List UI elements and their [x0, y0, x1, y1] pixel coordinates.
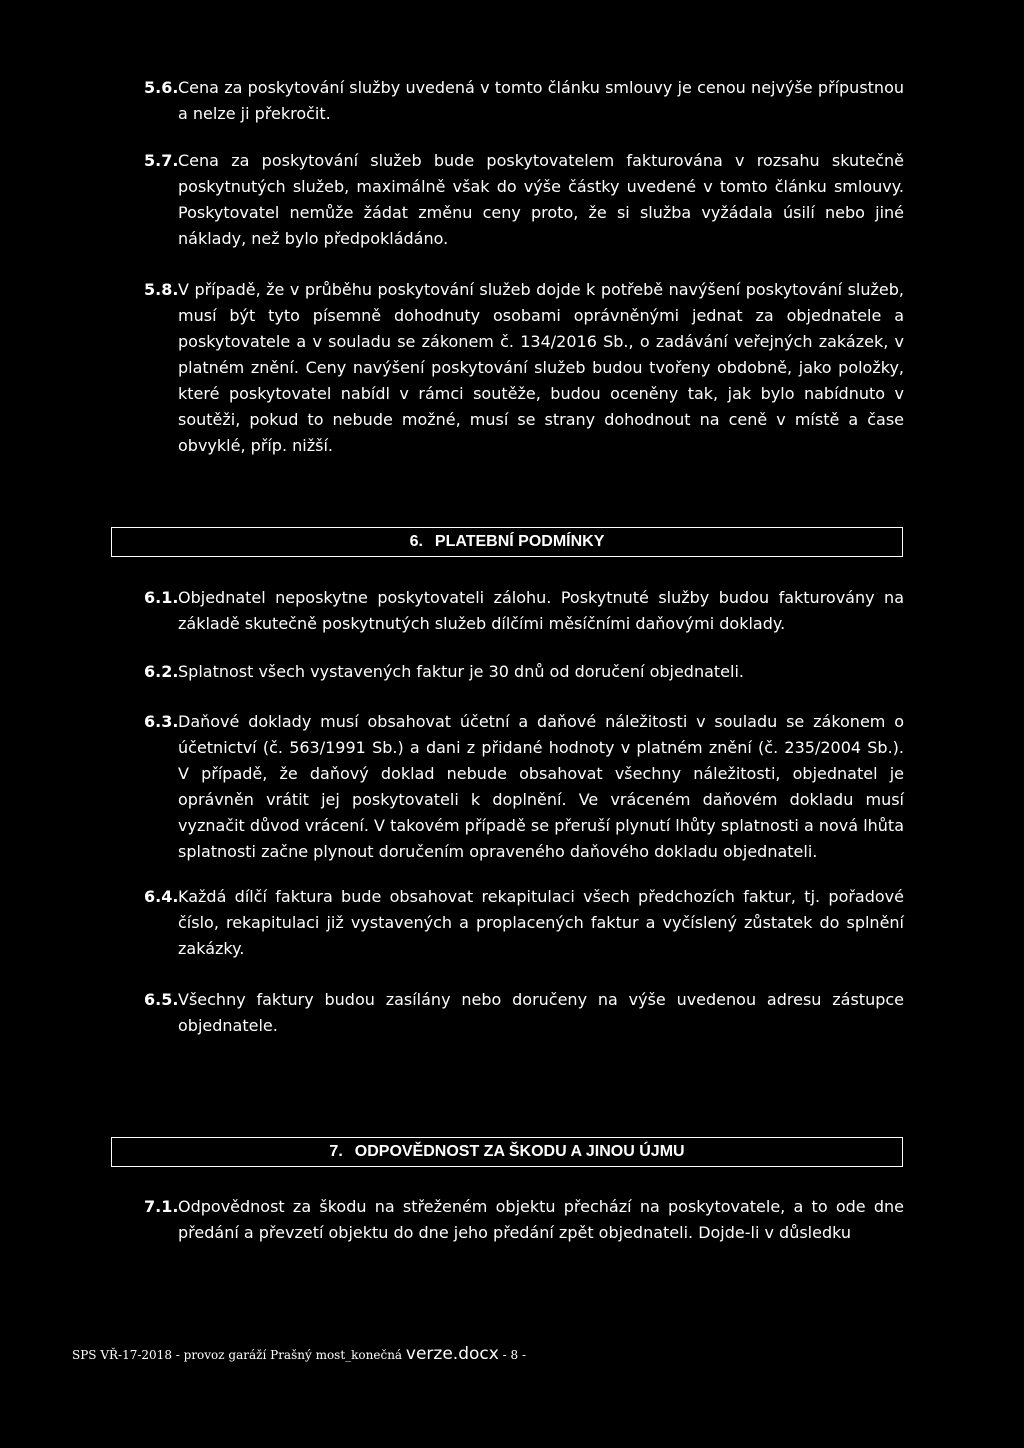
footer-extension: verze.docx [405, 1344, 499, 1364]
clause-text: Daňové doklady musí obsahovat účetní a daňové náležitosti v souladu se zákonem o účetnictví (č. 563/1991 Sb.) a dani z přidané hodnoty v platném znění (č. 235/2004 Sb.). V případě, že daňový doklad nebude obsahovat všechny náležitosti, objednatel je oprávněn vrátit jej poskytovateli k doplnění. Ve vráceném daňovém dokladu musí vyznačit důvod vrácení. V takovém případě se přeruší plynutí lhůty splatnosti a nová lhůta splatnosti začne plynout doručením opraveného daňového dokladu objednateli. [178, 712, 904, 861]
clause-text: Odpovědnost za škodu na střeženém objektu přechází na poskytovatele, a to ode dne předání a převzetí objektu do dne jeho předání zpět objednateli. Dojde-li v důsledku [178, 1197, 904, 1242]
clause-number: 6.3. [144, 712, 179, 731]
section-number: 7. [329, 1143, 343, 1160]
clause-6-2 [144, 659, 904, 685]
clause-5-8 [144, 277, 904, 459]
clause-text: Objednatel neposkytne poskytovateli zálohu. Poskytnuté služby budou fakturovány na základě skutečně poskytnutých služeb dílčími měsíčními daňovými doklady. [178, 588, 904, 633]
section-heading-7 [111, 1137, 903, 1167]
clause-number: 5.7. [144, 151, 179, 170]
clause-number: 6.1. [144, 588, 179, 607]
section-title: PLATEBNÍ PODMÍNKY [434, 533, 605, 550]
clause-7-1 [144, 1194, 904, 1246]
clause-number: 5.6. [144, 78, 179, 97]
clause-number: 5.8. [144, 280, 179, 299]
clause-number: 6.2. [144, 662, 179, 681]
clause-6-4 [144, 884, 904, 962]
clause-5-6 [144, 75, 904, 127]
footer-filename: SPS VŘ-17-2018 - provoz garáží Prašný most_konečná [72, 1348, 403, 1362]
clause-number: 7.1. [144, 1197, 179, 1216]
clause-5-7 [144, 148, 904, 252]
clause-number: 6.5. [144, 990, 179, 1009]
clause-6-3 [144, 709, 904, 865]
clause-text: Splatnost všech vystavených faktur je 30 dnů od doručení objednateli. [178, 662, 744, 681]
clause-text: Všechny faktury budou zasílány nebo doručeny na výše uvedenou adresu zástupce objednatele. [178, 990, 904, 1035]
footer-page-number: - 8 - [502, 1348, 527, 1362]
section-number: 6. [409, 533, 423, 550]
page-footer [72, 1344, 526, 1364]
clause-text: Cena za poskytování služeb bude poskytovatelem fakturována v rozsahu skutečně poskytnutých služeb, maximálně však do výše částky uvedené v tomto článku smlouvy. Poskytovatel nemůže žádat změnu ceny proto, že si služba vyžádala úsilí nebo jiné náklady, než bylo předpokládáno. [178, 151, 904, 248]
clause-6-1 [144, 585, 904, 637]
clause-number: 6.4. [144, 887, 179, 906]
clause-text: Každá dílčí faktura bude obsahovat rekapitulaci všech předchozích faktur, tj. pořadové číslo, rekapitulaci již vystavených a proplacených faktur a vyčíslený zůstatek do splnění zakázky. [178, 887, 904, 958]
section-heading-6 [111, 527, 903, 557]
section-title: ODPOVĚDNOST ZA ŠKODU A JINOU ÚJMU [354, 1143, 685, 1160]
clause-text: V případě, že v průběhu poskytování služeb dojde k potřebě navýšení poskytování služeb, musí být tyto písemně dohodnuty osobami oprávněnými jednat za objednatele a poskytovatele a v souladu se zákonem č. 134/2016 Sb., o zadávání veřejných zakázek, v platném znění. Ceny navýšení poskytování služeb budou tvořeny obdobně, jako položky, které poskytovatel nabídl v rámci soutěže, budou oceněny tak, jak bylo nabídnuto v soutěži, pokud to nebude možné, musí se strany dohodnout na ceně v místě a čase obvyklé, příp. nižší. [178, 280, 904, 455]
clause-6-5 [144, 987, 904, 1039]
clause-text: Cena za poskytování služby uvedená v tomto článku smlouvy je cenou nejvýše přípustnou a nelze ji překročit. [178, 78, 904, 123]
